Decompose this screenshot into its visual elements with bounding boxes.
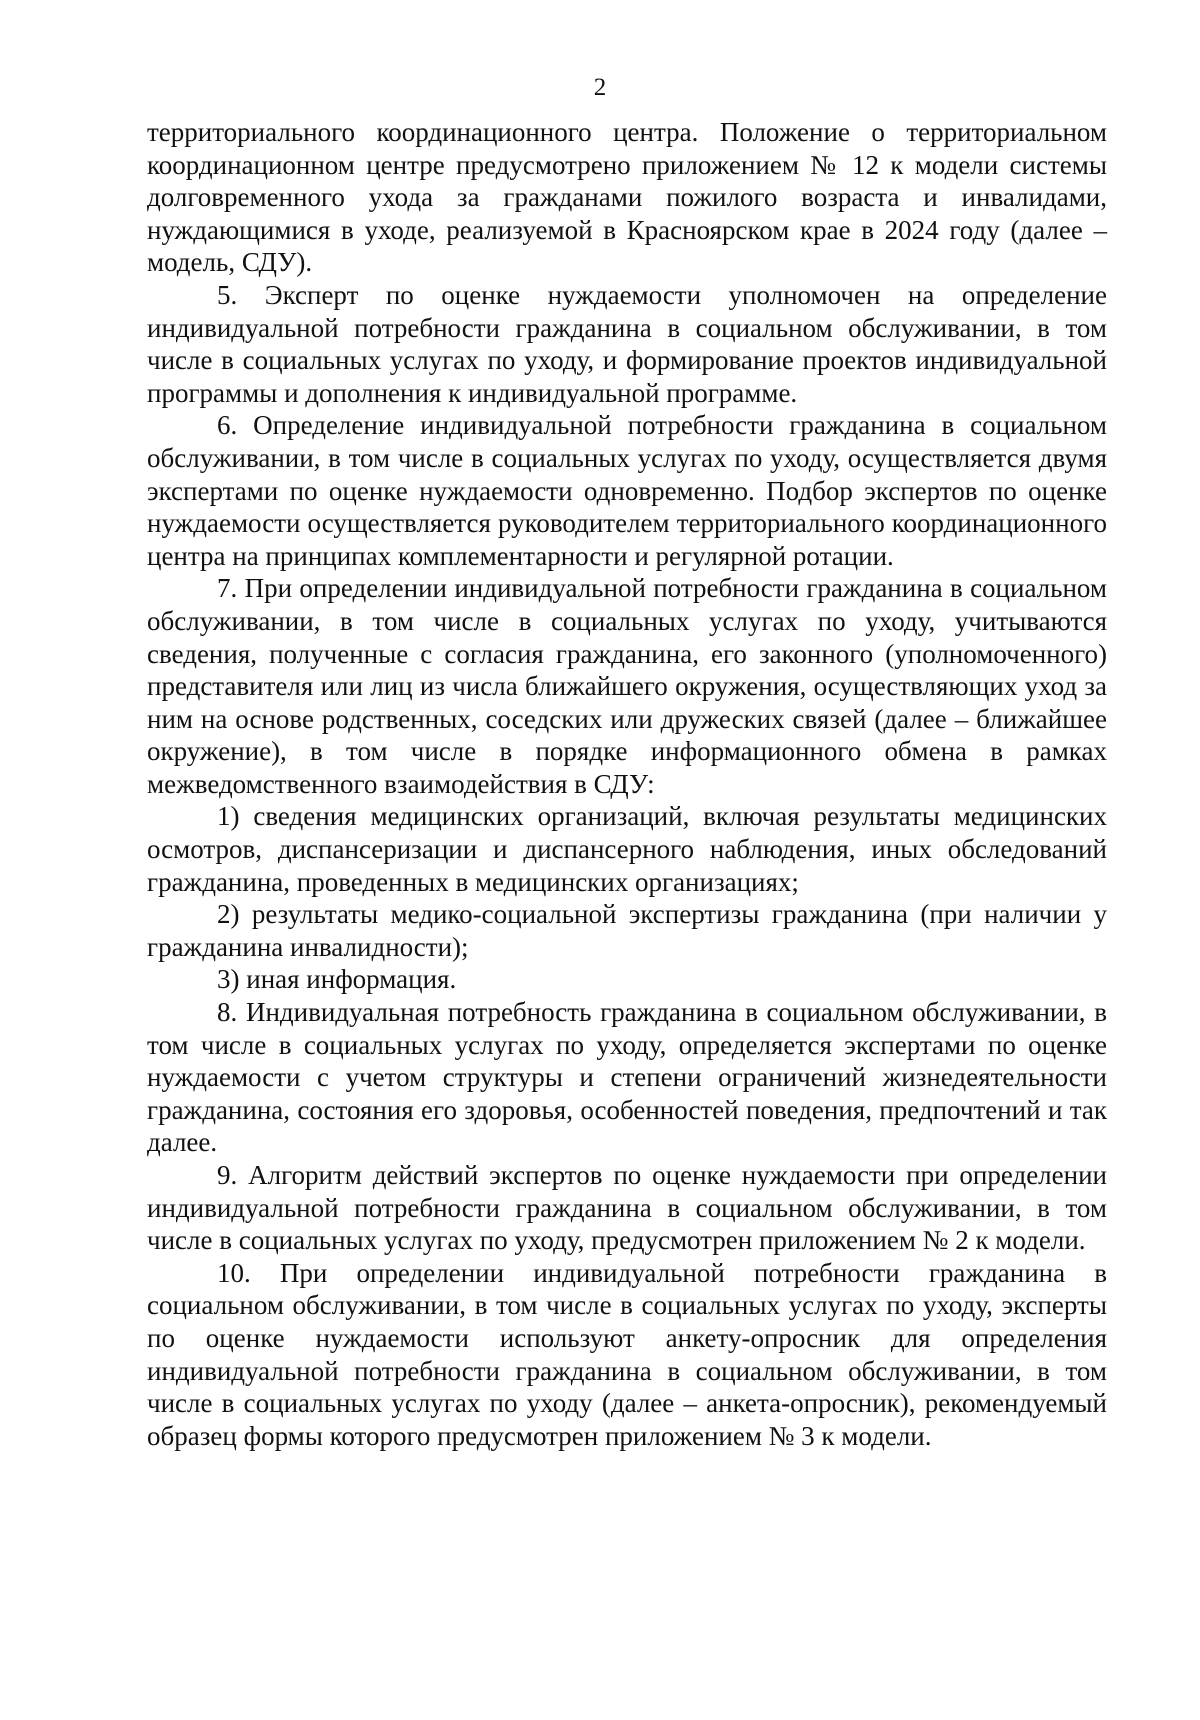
list-item-2: 2) результаты медико-социальной экспертизы гражданина (при наличии у гражданина инвалидности); xyxy=(147,899,1107,962)
paragraph-10: 10. При определении индивидуальной потребности гражданина в социальном обслуживании, в том числе в социальных услугах по уходу, эксперты по оценке нуждаемости используют анкету-опросник для определения индивидуальной потребности гражданина в социальном обслуживании, в том числе в социальных услугах по уходу (далее – анкета-опросник), рекомендуемый образец формы которого предусмотрен приложением № 3 к модели. xyxy=(147,1257,1107,1451)
paragraph-8: 8. Индивидуальная потребность гражданина в социальном обслуживании, в том числе в социальных услугах по уходу, определяется экспертами по оценке нуждаемости с учетом структуры и степени ограничений жизнедеятельности гражданина, состояния его здоровья, особенностей поведения, предпочтений и так далее. xyxy=(147,997,1107,1158)
page-number: 2 xyxy=(593,74,607,101)
document-body xyxy=(147,116,1107,1452)
paragraph-continuation: территориального координационного центра. Положение о территориальном координационном центре предусмотрено приложением № 12 к модели системы долговременного ухода за гражданами пожилого возраста и инвалидами, нуждающимися в уходе, реализуемой в Красноярском крае в 2024 году (далее – модель, СДУ). xyxy=(147,117,1107,278)
list-item-3: 3) иная информация. xyxy=(217,964,457,995)
paragraph-7: 7. При определении индивидуальной потребности гражданина в социальном обслуживании, в том числе в социальных услугах по уходу, учитываются сведения, полученные с согласия гражданина, его законного (уполномоченного) представителя или лиц из числа ближайшего окружения, осуществляющих уход за ним на основе родственных, соседских или дружеских связей (далее – ближайшее окружение), в том числе в порядке информационного обмена в рамках межведомственного взаимодействия в СДУ: xyxy=(147,573,1107,799)
paragraph-6: 6. Определение индивидуальной потребности гражданина в социальном обслуживании, в том числе в социальных услугах по уходу, осуществляется двумя экспертами по оценке нуждаемости одновременно. Подбор экспертов по оценке нуждаемости осуществляется руководителем территориального координационного центра на принципах комплементарности и регулярной ротации. xyxy=(147,410,1107,571)
paragraph-9: 9. Алгоритм действий экспертов по оценке нуждаемости при определении индивидуальной потребности гражданина в социальном обслуживании, в том числе в социальных услугах по уходу, предусмотрен приложением № 2 к модели. xyxy=(147,1160,1107,1256)
list-item-1: 1) сведения медицинских организаций, включая результаты медицинских осмотров, диспансеризации и диспансерного наблюдения, иных обследований гражданина, проведенных в медицинских организациях; xyxy=(147,801,1107,897)
paragraph-5: 5. Эксперт по оценке нуждаемости уполномочен на определение индивидуальной потребности гражданина в социальном обслуживании, в том числе в социальных услугах по уходу, и формирование проектов индивидуальной программы и дополнения к индивидуальной программе. xyxy=(147,279,1107,408)
